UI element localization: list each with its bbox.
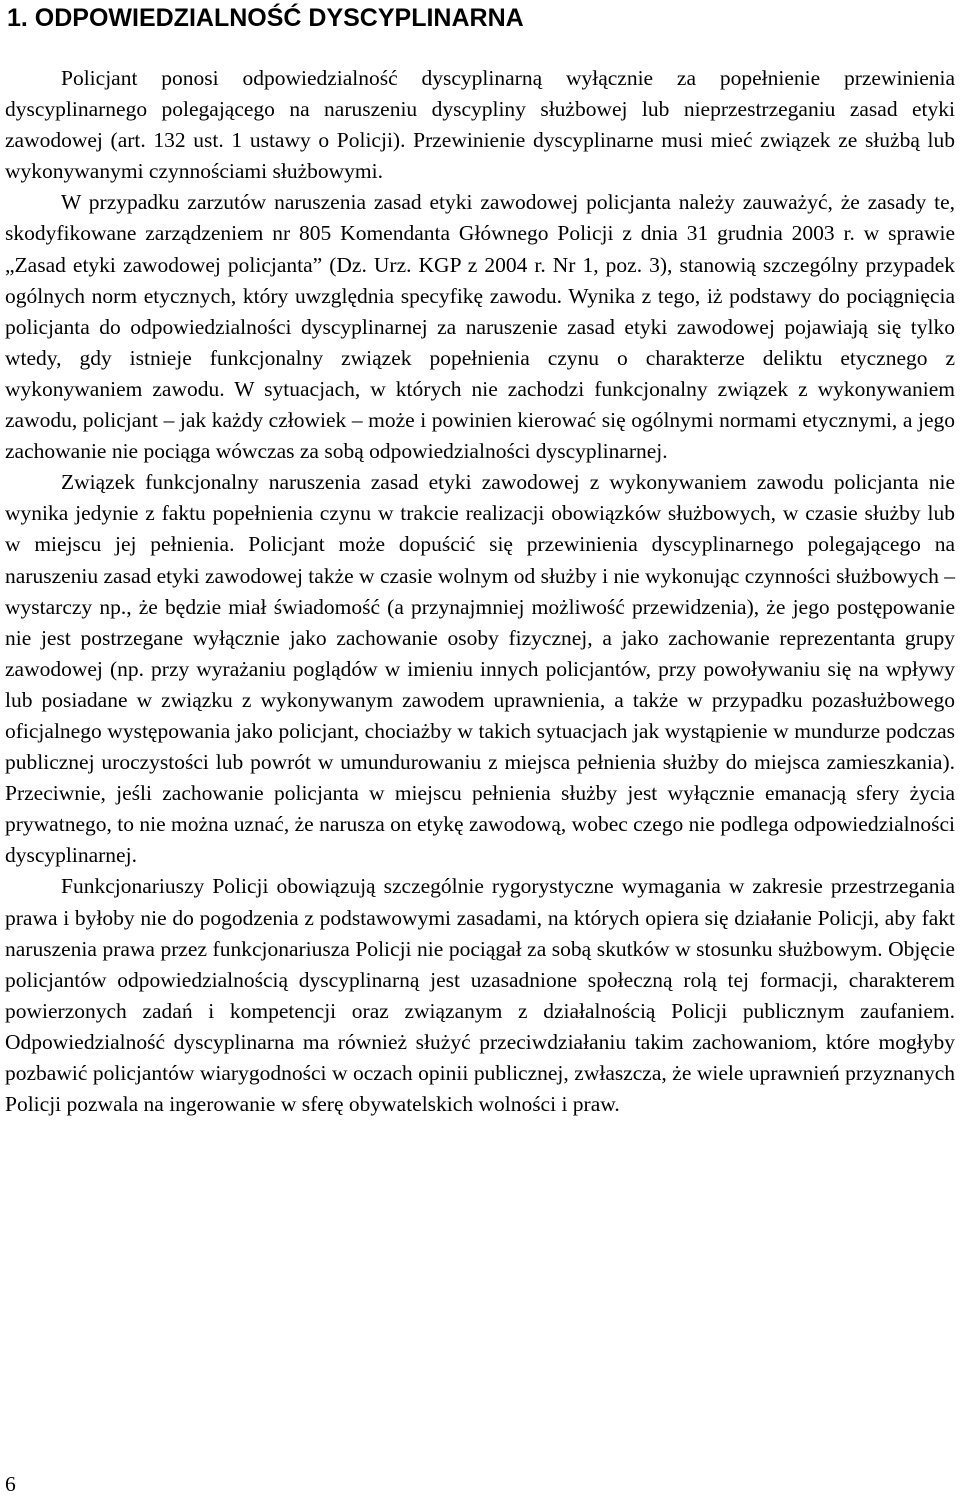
page-number: 6 (5, 1472, 16, 1496)
paragraph-4: Funkcjonariuszy Policji obowiązują szczególnie rygorystyczne wymagania w zakresie przestrzegania prawa i byłoby nie do pogodzenia z podstawowymi zasadami, na których opiera się działanie Policji, aby fakt naruszenia prawa przez funkcjonariusza Policji nie pociągał za sobą skutków w stosunku służbowym. Objęcie policjantów odpowiedzialnością dyscyplinarną jest uzasadnione społeczną rolą tej formacji, charakterem powierzonych zadań i kompetencji oraz związanym z działalnością Policji publicznym zaufaniem. Odpowiedzialność dyscyplinarna ma również służyć przeciwdziałaniu takim zachowaniom, które mogłyby pozbawić policjantów wiarygodności w oczach opinii publicznej, zwłaszcza, że wiele uprawnień przyznanych Policji pozwala na ingerowanie w sferę obywatelskich wolności i praw. (5, 874, 955, 1117)
paragraph-3: Związek funkcjonalny naruszenia zasad etyki zawodowej z wykonywaniem zawodu policjanta nie wynika jedynie z faktu popełnienia czynu w trakcie realizacji obowiązków służbowych, w czasie służby lub w miejscu jej pełnienia. Policjant może dopuścić się przewinienia dyscyplinarnego polegającego na naruszeniu zasad etyki zawodowej także w czasie wolnym od służby i nie wykonując czynności służbowych – wystarczy np., że będzie miał świadomość (a przynajmniej możliwość przewidzenia), że jego postępowanie nie jest postrzegane wyłącznie jako zachowanie osoby fizycznej, a jako zachowanie reprezentanta grupy zawodowej (np. przy wyrażaniu poglądów w imieniu innych policjantów, przy powoływaniu się na wpływy lub posiadane w związku z wykonywanym zawodem uprawnienia, a także w przypadku pozasłużbowego oficjalnego występowania jako policjant, chociażby w takich sytuacjach jak wystąpienie w mundurze podczas publicznej uroczystości lub powrót w umundurowaniu z miejsca pełnienia służby do miejsca zamieszkania). Przeciwnie, jeśli zachowanie policjanta w miejscu pełnienia służby jest wyłącznie emanacją sfery życia prywatnego, to nie można uznać, że narusza on etykę zawodową, wobec czego nie podlega odpowiedzialności dyscyplinarnej. (5, 470, 955, 868)
section-heading: 1. ODPOWIEDZIALNOŚĆ DYSCYPLINARNA (7, 4, 524, 32)
document-body (5, 63, 955, 1120)
paragraph-1: Policjant ponosi odpowiedzialność dyscyplinarną wyłącznie za popełnienie przewinienia dyscyplinarnego polegającego na naruszeniu dyscypliny służbowej lub nieprzestrzeganiu zasad etyki zawodowej (art. 132 ust. 1 ustawy o Policji). Przewinienie dyscyplinarne musi mieć związek ze służbą lub wykonywanymi czynnościami służbowymi. (5, 66, 955, 184)
paragraph-2: W przypadku zarzutów naruszenia zasad etyki zawodowej policjanta należy zauważyć, że zasady te, skodyfikowane zarządzeniem nr 805 Komendanta Głównego Policji z dnia 31 grudnia 2003 r. w sprawie „Zasad etyki zawodowej policjanta” (Dz. Urz. KGP z 2004 r. Nr 1, poz. 3), stanowią szczególny przypadek ogólnych norm etycznych, który uwzględnia specyfikę zawodu. Wynika z tego, iż podstawy do pociągnięcia policjanta do odpowiedzialności dyscyplinarnej za naruszenie zasad etyki zawodowej pojawiają się tylko wtedy, gdy istnieje funkcjonalny związek popełnienia czynu o charakterze deliktu etycznego z wykonywaniem zawodu. W sytuacjach, w których nie zachodzi funkcjonalny związek z wykonywaniem zawodu, policjant – jak każdy człowiek – może i powinien kierować się ogólnymi normami etycznymi, a jego zachowanie nie pociąga wówczas za sobą odpowiedzialności dyscyplinarnej. (5, 190, 955, 464)
